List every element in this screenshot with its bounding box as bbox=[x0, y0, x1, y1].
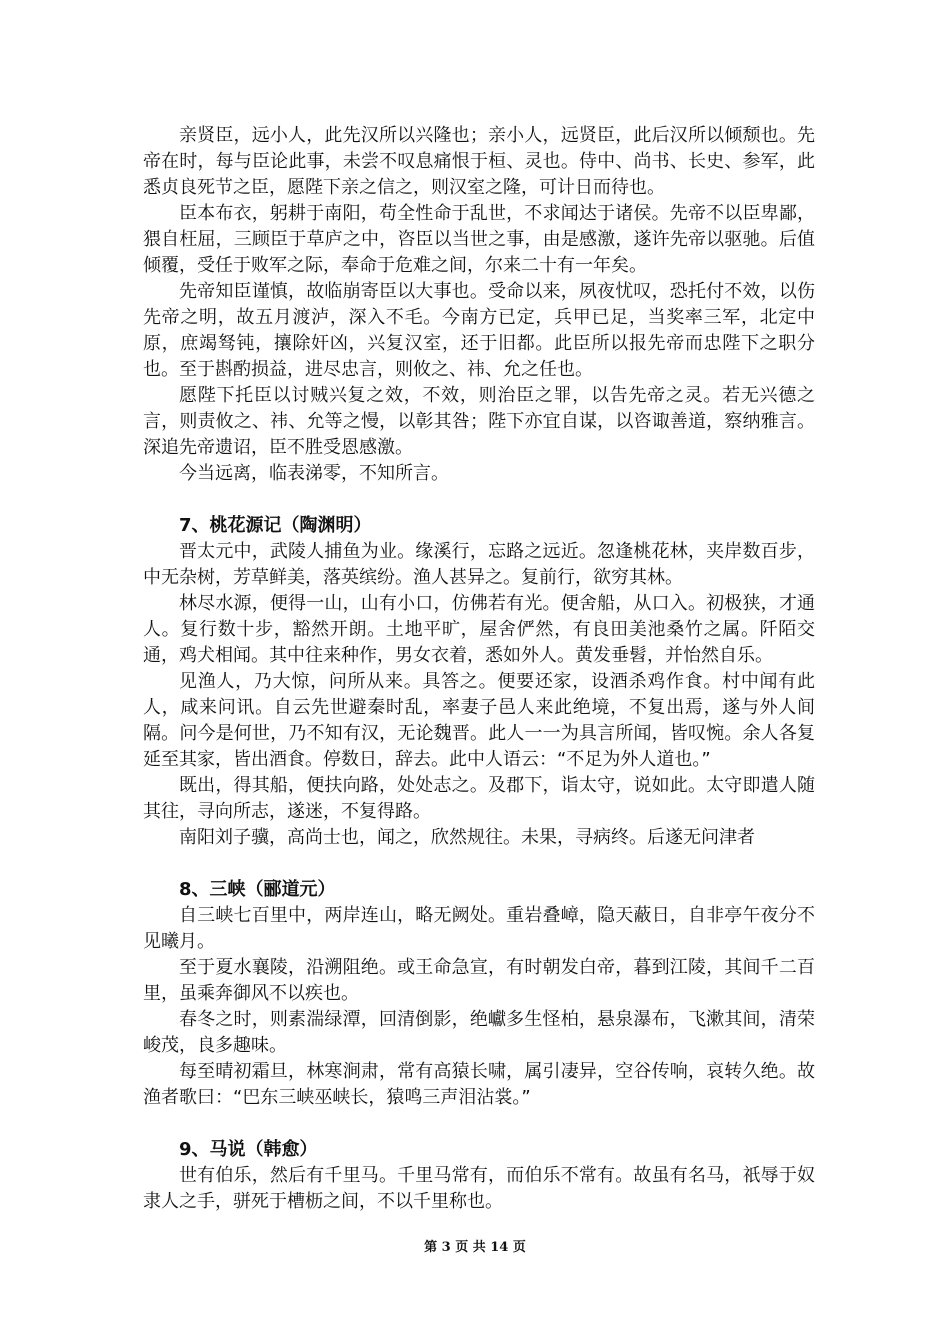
paragraph: 臣本布衣，躬耕于南阳，苟全性命于乱世，不求闻达于诸侯。先帝不以臣卑鄙，猥自枉屈，三顾臣于草庐之中，咨臣以当世之事，由是感激，遂许先帝以驱驰。后值倾覆，受任于败军之际，奉命于危难之间，尔来二十有一年矣。 bbox=[143, 203, 815, 276]
paragraph: 南阳刘子骥，高尚士也，闻之，欣然规往。未果，寻病终。后遂无问津者 bbox=[179, 827, 755, 848]
paragraph: 林尽水源，便得一山，山有小口，仿佛若有光。便舍船，从口入。初极狭，才通人。复行数十步，豁然开朗。土地平旷，屋舍俨然，有良田美池桑竹之属。阡陌交通，鸡犬相闻。其中往来种作，男女衣着，悉如外人。黄发垂髫，并怡然自乐。 bbox=[143, 593, 815, 666]
paragraph: 自三峡七百里中，两岸连山，略无阙处。重岩叠嶂，隐天蔽日，自非亭午夜分不见曦月。 bbox=[143, 905, 815, 952]
paragraph: 亲贤臣，远小人，此先汉所以兴隆也；亲小人，远贤臣，此后汉所以倾颓也。先帝在时，每与臣论此事，未尝不叹息痛恨于桓、灵也。侍中、尚书、长史、参军，此悉贞良死节之臣，愿陛下亲之信之，则汉室之隆，可计日而待也。 bbox=[143, 125, 815, 198]
paragraph: 先帝知臣谨慎，故临崩寄臣以大事也。受命以来，夙夜忧叹，恐托付不效，以伤先帝之明，故五月渡泸，深入不毛。今南方已定，兵甲已足，当奖率三军，北定中原，庶竭驽钝，攘除奸凶，兴复汉室，还于旧都。此臣所以报先帝而忠陛下之职分也。至于斟酌损益，进尽忠言，则攸之、祎、允之任也。 bbox=[143, 281, 815, 380]
section-heading: 9、马说（韩愈） bbox=[179, 1139, 318, 1160]
page-body bbox=[143, 123, 815, 1215]
paragraph: 晋太元中，武陵人捕鱼为业。缘溪行，忘路之远近。忽逢桃花林，夹岸数百步，中无杂树，芳草鲜美，落英缤纷。渔人甚异之。复前行，欲穷其林。 bbox=[143, 541, 815, 588]
page-number-footer: 第 3 页 共 14 页 bbox=[424, 1240, 526, 1255]
chushibiao-passage bbox=[143, 123, 815, 487]
paragraph: 见渔人，乃大惊，问所从来。具答之。便要还家，设酒杀鸡作食。村中闻有此人，咸来问讯。自云先世避秦时乱，率妻子邑人来此绝境，不复出焉，遂与外人间隔。问今是何世，乃不知有汉，无论魏晋。此人一一为具言所闻，皆叹惋。余人各复延至其家，皆出酒食。停数日，辞去。此中人语云：“不足为外人道也。” bbox=[143, 671, 815, 770]
paragraph: 春冬之时，则素湍绿潭，回清倒影，绝巘多生怪柏，悬泉瀑布，飞漱其间，清荣峻茂，良多趣味。 bbox=[143, 1009, 815, 1056]
paragraph: 今当远离，临表涕零，不知所言。 bbox=[179, 463, 449, 484]
paragraph: 愿陛下托臣以讨贼兴复之效，不效，则治臣之罪，以告先帝之灵。若无兴德之言，则责攸之、祎、允等之慢，以彰其咎；陛下亦宜自谋，以咨诹善道，察纳雅言。深追先帝遗诏，臣不胜受恩感激。 bbox=[143, 385, 815, 458]
section-heading: 7、桃花源记（陶渊明） bbox=[179, 515, 372, 536]
section-taohuayuanji bbox=[143, 513, 815, 851]
paragraph: 每至晴初霜旦，林寒涧肃，常有高猿长啸，属引凄异，空谷传响，哀转久绝。故渔者歌曰：“巴东三峡巫峡长，猿鸣三声泪沾裳。” bbox=[143, 1061, 815, 1108]
section-sanxia bbox=[143, 877, 815, 1111]
section-mashuo bbox=[143, 1137, 815, 1215]
paragraph: 世有伯乐，然后有千里马。千里马常有，而伯乐不常有。故虽有名马，祇辱于奴隶人之手，骈死于槽枥之间，不以千里称也。 bbox=[143, 1165, 815, 1212]
paragraph: 至于夏水襄陵，沿溯阻绝。或王命急宣，有时朝发白帝，暮到江陵，其间千二百里，虽乘奔御风不以疾也。 bbox=[143, 957, 815, 1004]
section-heading: 8、三峡（郦道元） bbox=[179, 879, 336, 900]
paragraph: 既出，得其船，便扶向路，处处志之。及郡下，诣太守，说如此。太守即遣人随其往，寻向所志，遂迷，不复得路。 bbox=[143, 775, 815, 822]
